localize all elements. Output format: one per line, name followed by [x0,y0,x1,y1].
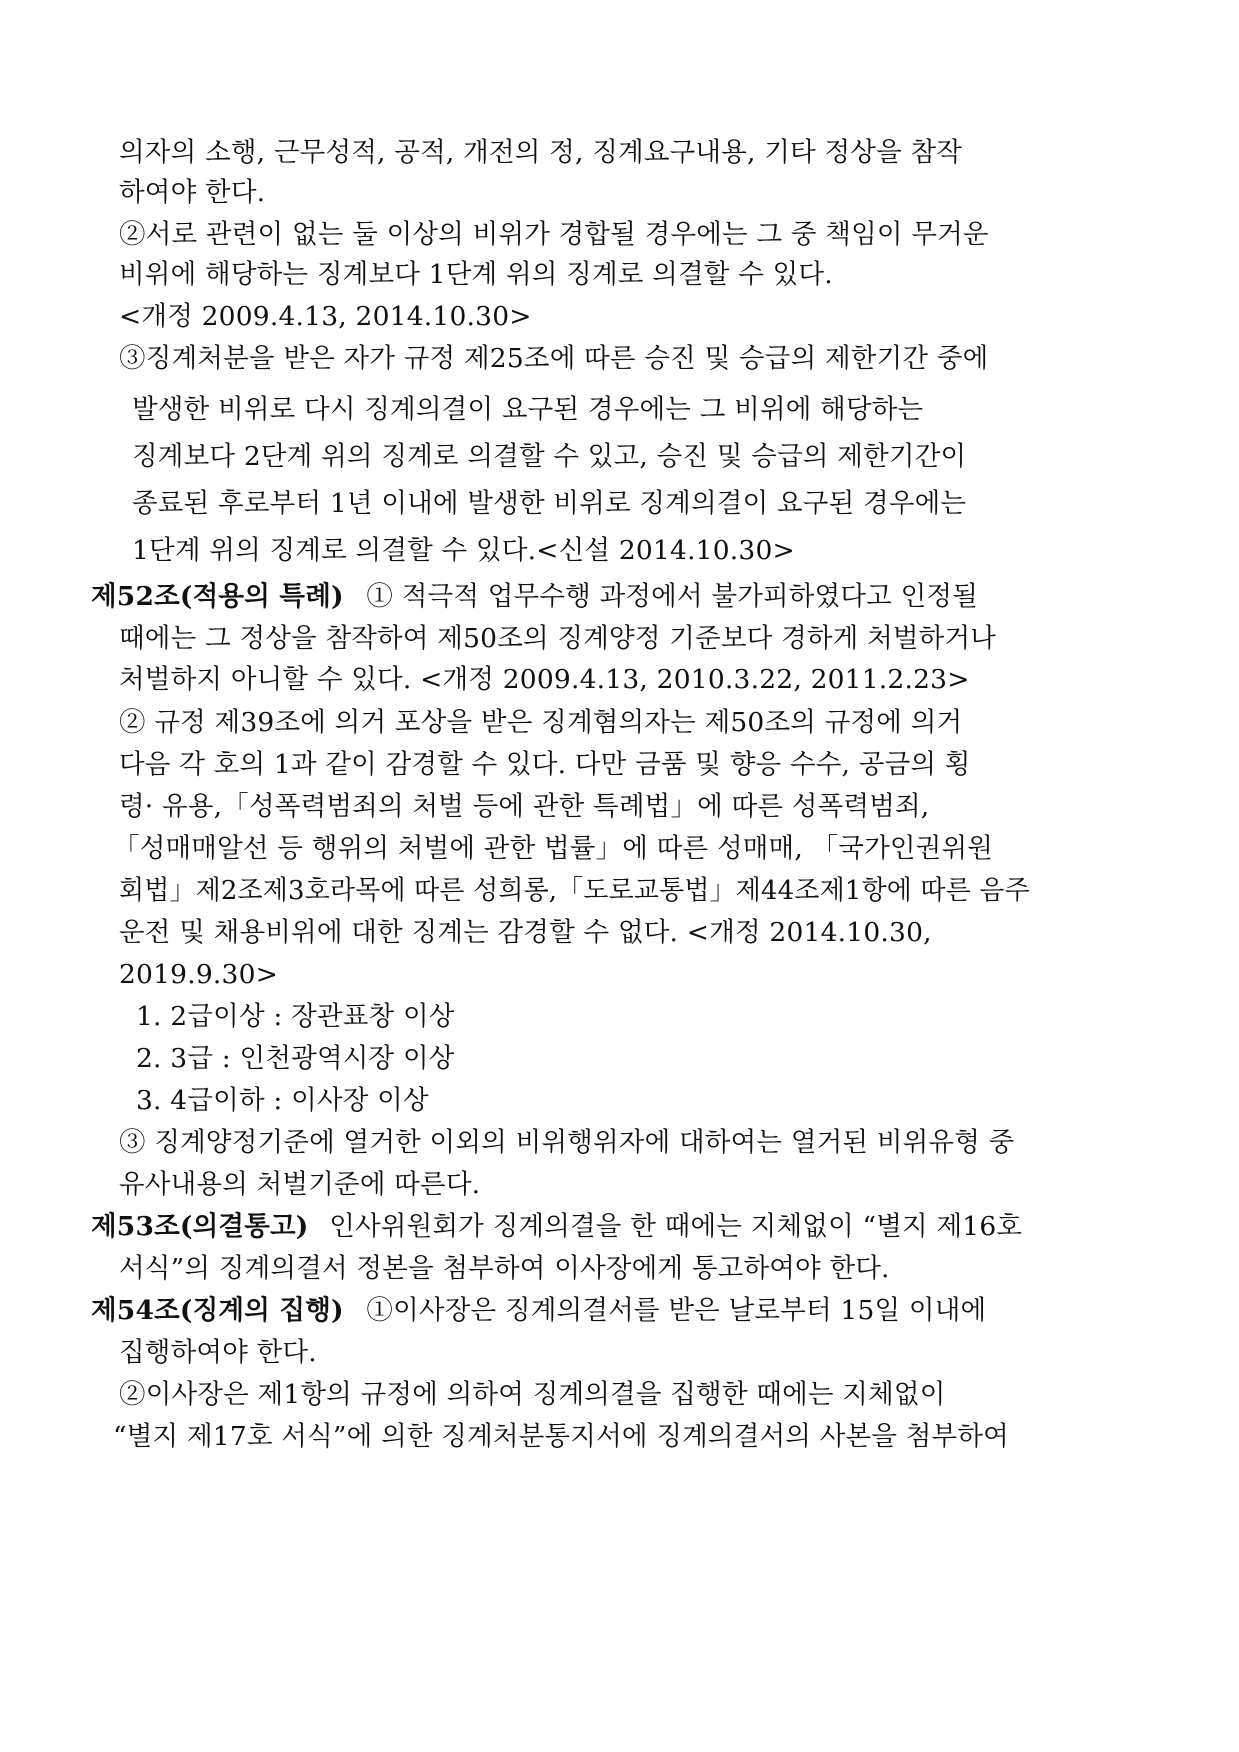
text-line: 때에는 그 정상을 참작하여 제50조의 징계양정 기준보다 경하게 처벌하거나 [119,623,997,654]
text-line: 처벌하지 아니할 수 있다. <개정 2009.4.13, 2010.3.22, 2011.2.23> [119,664,970,695]
list-item: 1. 2급이상 : 장관표창 이상 [136,1001,455,1032]
paragraph-2-line: ②서로 관련이 없는 둘 이상의 비위가 경합될 경우에는 그 중 책임이 무거운 [119,219,989,250]
text-line: 유사내용의 처벌기준에 따른다. [119,1169,481,1200]
text-line: 종료된 후로부터 1년 이내에 발생한 비위로 징계의결이 요구된 경우에는 [132,488,967,519]
paragraph-3-line: ③ 징계양정기준에 열거한 이외의 비위행위자에 대하여는 열거된 비위유형 중 [119,1127,1015,1158]
text-line: 발생한 비위로 다시 징계의결이 요구된 경우에는 그 비위에 해당하는 [132,394,924,425]
text-line: 다음 각 호의 1과 같이 감경할 수 있다. 다만 금품 및 향응 수수, 공금의 횡 [119,749,971,780]
article-52-line [91,581,979,612]
text-line: 회법」제2조제3호라목에 따른 성희롱,「도로교통법」제44조제1항에 따른 음주 [119,875,1030,906]
text-line: 의자의 소행, 근무성적, 공적, 개전의 정, 징계요구내용, 기타 정상을 참작 [119,137,963,168]
text-line: 「성매매알선 등 행위의 처벌에 관한 법률」에 따른 성매매, 「국가인권위원 [113,833,994,864]
text-line: 1단계 위의 징계로 의결할 수 있다.<신설 2014.10.30> [132,535,795,566]
text-line: “별지 제17호 서식”에 의한 징계처분통지서에 징계의결서의 사본을 첨부하여 [113,1421,1009,1452]
text-line: 령· 유용,「성폭력범죄의 처벌 등에 관한 특례법」에 따른 성폭력범죄, [119,791,930,822]
text-line: 하여야 한다. [119,177,266,208]
text-line: 집행하여야 한다. [119,1337,317,1368]
paragraph-3-line: ③징계처분을 받은 자가 규정 제25조에 따른 승진 및 승급의 제한기간 중에 [119,343,989,374]
list-item: 3. 4급이하 : 이사장 이상 [136,1085,429,1116]
text-line: 비위에 해당하는 징계보다 1단계 위의 징계로 의결할 수 있다. [119,259,833,290]
list-item: 2. 3급 : 인천광역시장 이상 [136,1043,455,1074]
article-53-text: 인사위원회가 징계의결을 한 때에는 지체없이 “별지 제16호 [329,1211,1023,1242]
article-53-heading: 제53조(의결통고) [91,1211,309,1242]
text-line: 징계보다 2단계 위의 징계로 의결할 수 있고, 승진 및 승급의 제한기간이 [132,441,967,472]
article-52-heading: 제52조(적용의 특례) [91,581,344,612]
amendment-note: <개정 2009.4.13, 2014.10.30> [119,301,532,332]
text-line: 운전 및 채용비위에 대한 징계는 감경할 수 없다. <개정 2014.10.30, [119,917,932,948]
paragraph-2-line: ② 규정 제39조에 의거 포상을 받은 징계혐의자는 제50조의 규정에 의거 [119,707,963,738]
paragraph-2-line: ②이사장은 제1항의 규정에 의하여 징계의결을 집행한 때에는 지체없이 [119,1379,946,1410]
article-52-text: ① 적극적 업무수행 과정에서 불가피하였다고 인정될 [366,581,979,612]
text-line: 서식”의 징계의결서 정본을 첨부하여 이사장에게 통고하여야 한다. [119,1253,890,1284]
amendment-note: 2019.9.30> [119,959,279,990]
article-53-line [91,1211,1023,1242]
article-54-line [91,1295,987,1326]
article-54-heading: 제54조(징계의 집행) [91,1295,344,1326]
article-54-text: ①이사장은 징계의결서를 받은 날로부터 15일 이내에 [366,1295,987,1326]
